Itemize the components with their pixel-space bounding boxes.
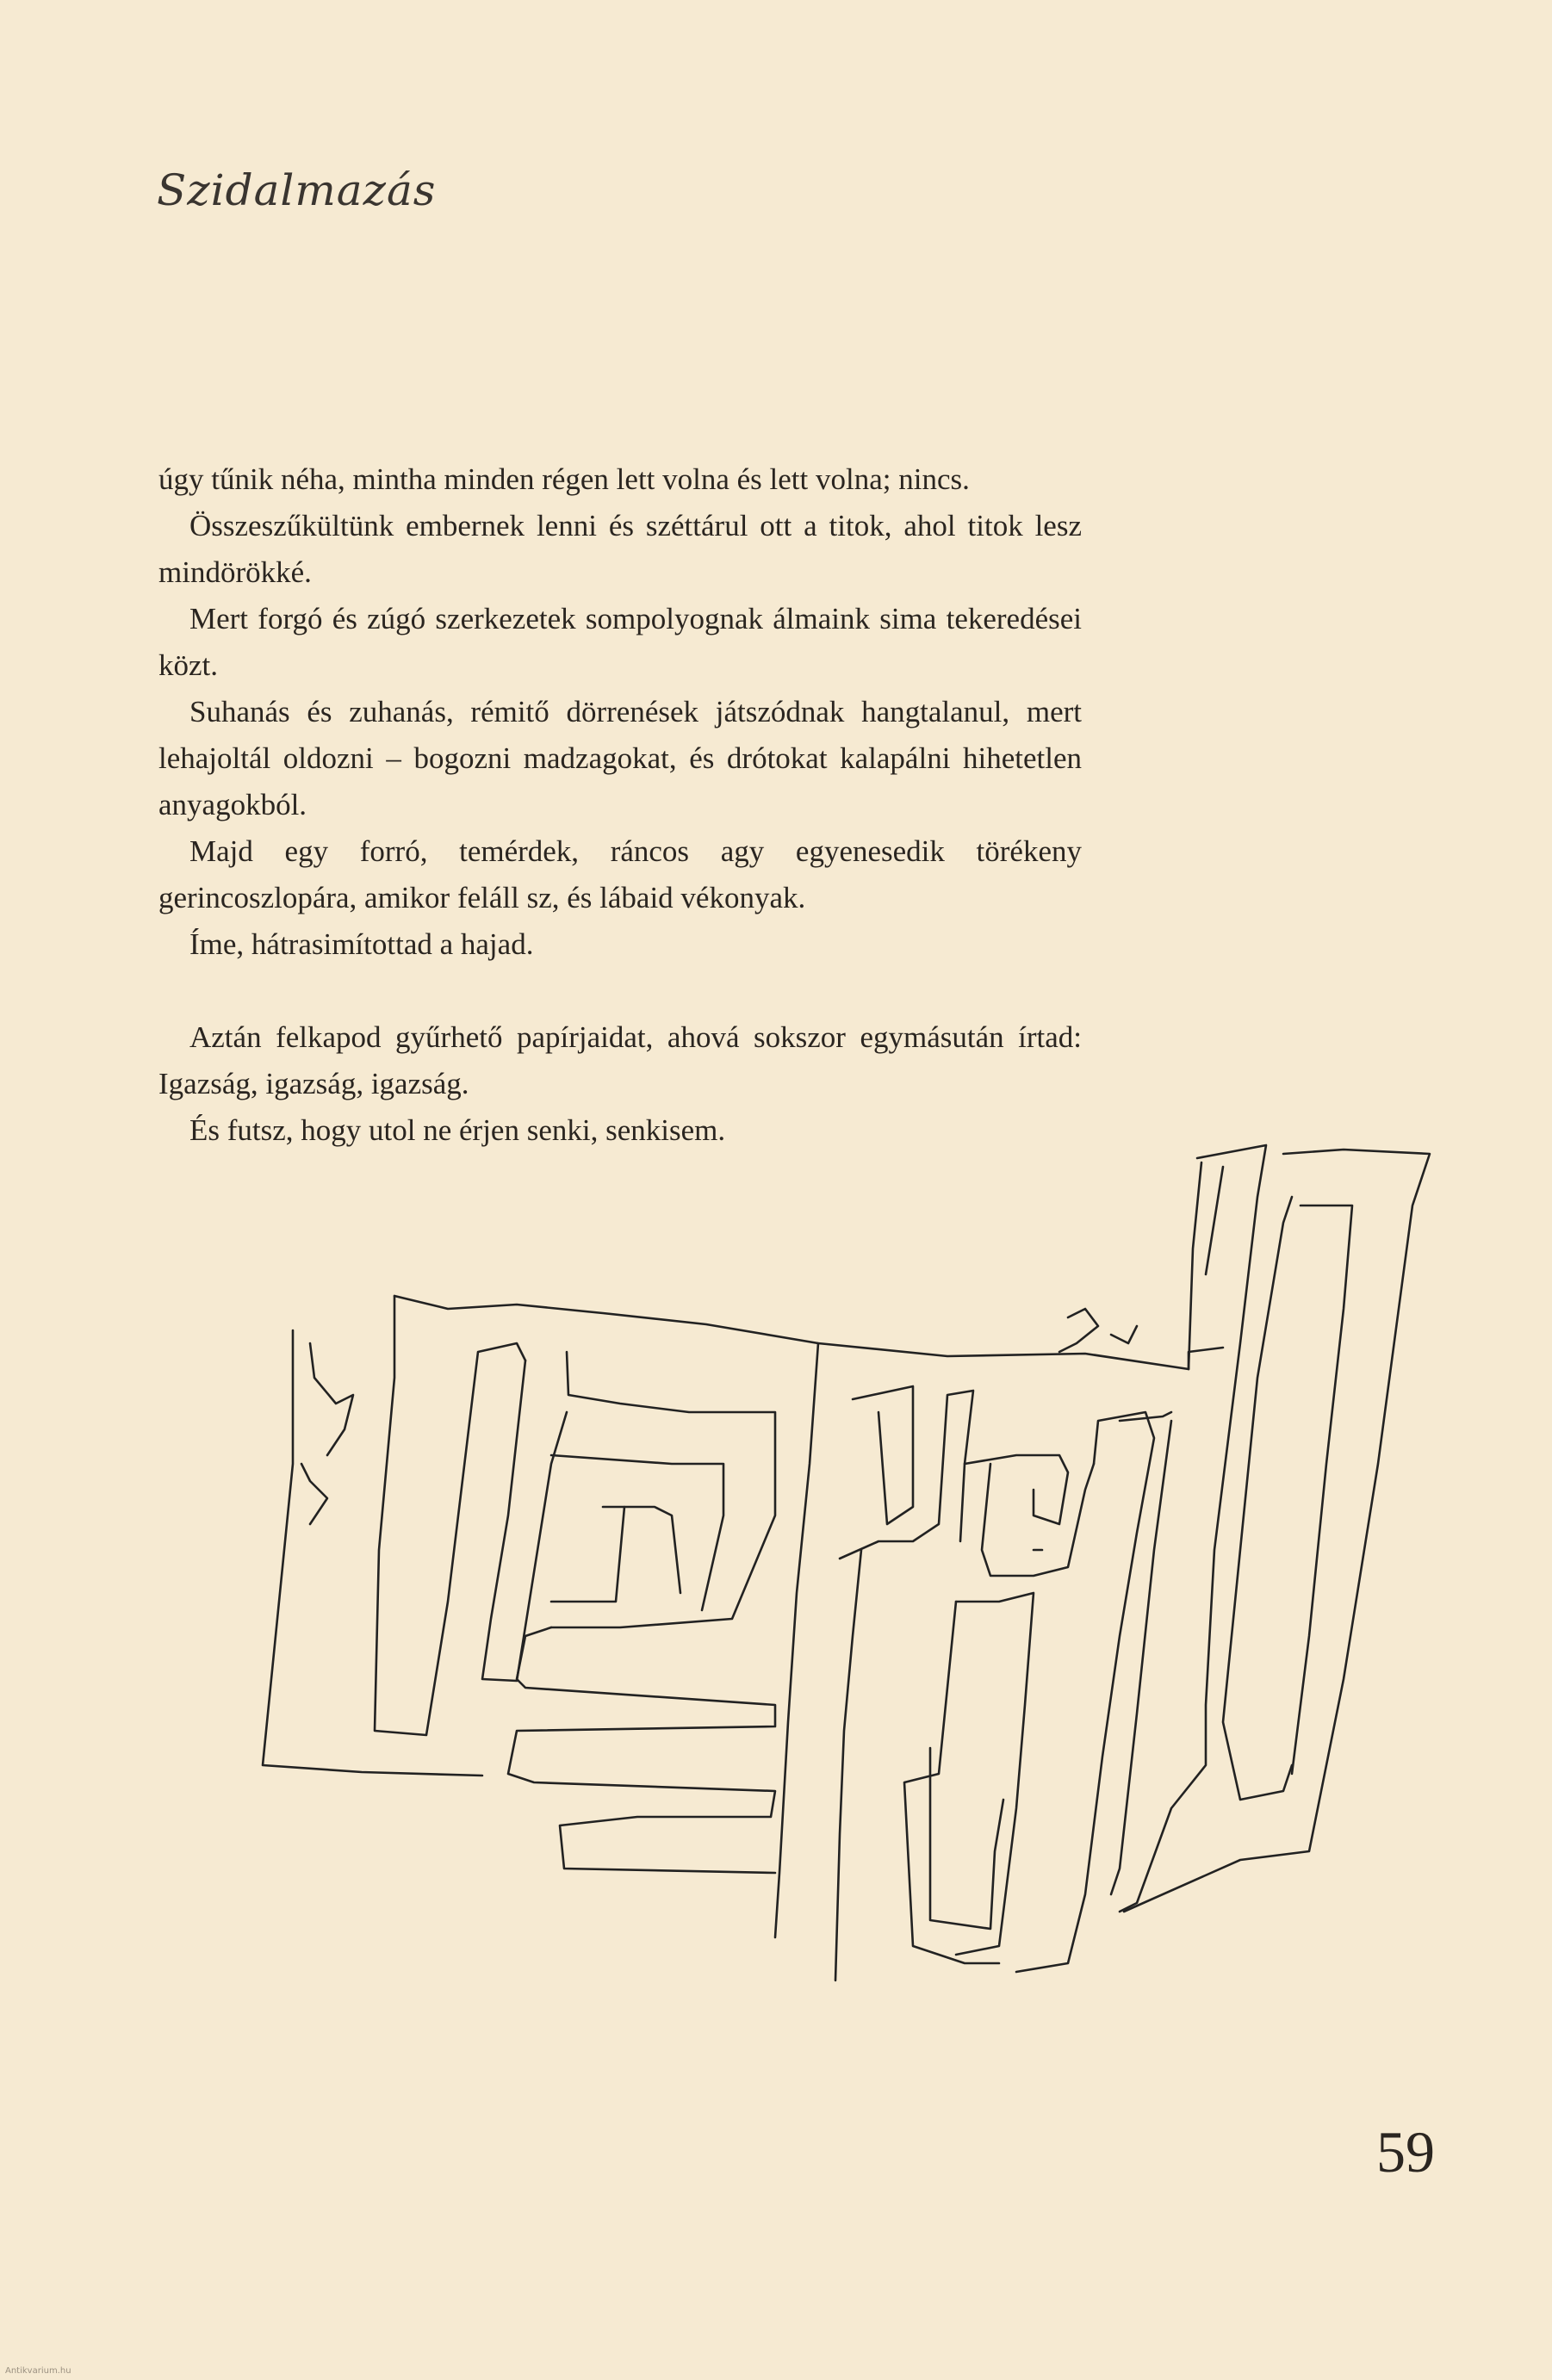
poem-line: Aztán felkapod gyűrhető papírjaidat, ahová sokszor egymásután írtad: Igazság, igazság, igazság. xyxy=(158,1020,1082,1100)
maze-wall xyxy=(375,1296,525,1735)
maze-wall xyxy=(1111,1421,1171,1894)
maze-wall xyxy=(965,1455,1068,1524)
maze-wall xyxy=(840,1391,973,1559)
maze-wall xyxy=(551,1507,624,1602)
maze-wall xyxy=(1016,1412,1154,1972)
poem-line: Mert forgó és zúgó szerkezetek sompolyognak álmaink sima tekeredései közt. xyxy=(158,602,1082,682)
page-number: 59 xyxy=(1376,2119,1435,2185)
maze-wall xyxy=(835,1550,861,1980)
poem-line: Suhanás és zuhanás, rémitő dörrenések játszódnak hangtalanul, mert lehajoltál oldozni – bogozni madzagokat, és drótokat kalapálni hihetetlen anyagokból. xyxy=(158,695,1082,821)
maze-wall xyxy=(982,1464,1094,1576)
maze-wall xyxy=(1223,1197,1292,1800)
maze-wall xyxy=(482,1360,567,1681)
maze-wall xyxy=(394,1296,1189,1369)
maze-wall xyxy=(603,1507,680,1593)
poem-line: úgy tűnik néha, mintha minden régen lett volna és lett volna; nincs. xyxy=(158,462,970,496)
maze-wall xyxy=(1189,1348,1223,1369)
maze-wall xyxy=(1292,1205,1352,1774)
maze-wall xyxy=(263,1330,482,1776)
running-figure xyxy=(301,1464,327,1524)
running-figure xyxy=(1059,1309,1098,1352)
maze-wall xyxy=(551,1352,775,1627)
poem-line: Íme, hátrasimítottad a hajad. xyxy=(189,927,534,961)
maze-wall xyxy=(1206,1167,1223,1274)
running-figure xyxy=(310,1343,353,1455)
poem-line: Összeszűkültünk embernek lenni és széttárul ott a titok, ahol titok lesz mindörökké. xyxy=(158,509,1082,589)
poem-line: Majd egy forró, temérdek, ráncos agy egyenesedik törékeny gerincoszlopára, amikor feláll sz, és lábaid vékonyak. xyxy=(158,834,1082,914)
poem-line: És futsz, hogy utol ne érjen senki, senkisem. xyxy=(189,1113,726,1147)
maze-wall xyxy=(775,1343,818,1937)
maze-wall xyxy=(551,1455,723,1610)
maze-wall xyxy=(930,1748,1003,1929)
maze-wall xyxy=(904,1602,999,1963)
maze-wall xyxy=(508,1627,775,1873)
poem-title: Szidalmazás xyxy=(157,165,437,215)
maze-wall xyxy=(1189,1162,1201,1369)
running-figure xyxy=(1111,1326,1137,1343)
footer-watermark: Antikvarium.hu xyxy=(5,2366,71,2376)
maze-wall xyxy=(956,1593,1034,1955)
maze-wall xyxy=(853,1386,913,1524)
